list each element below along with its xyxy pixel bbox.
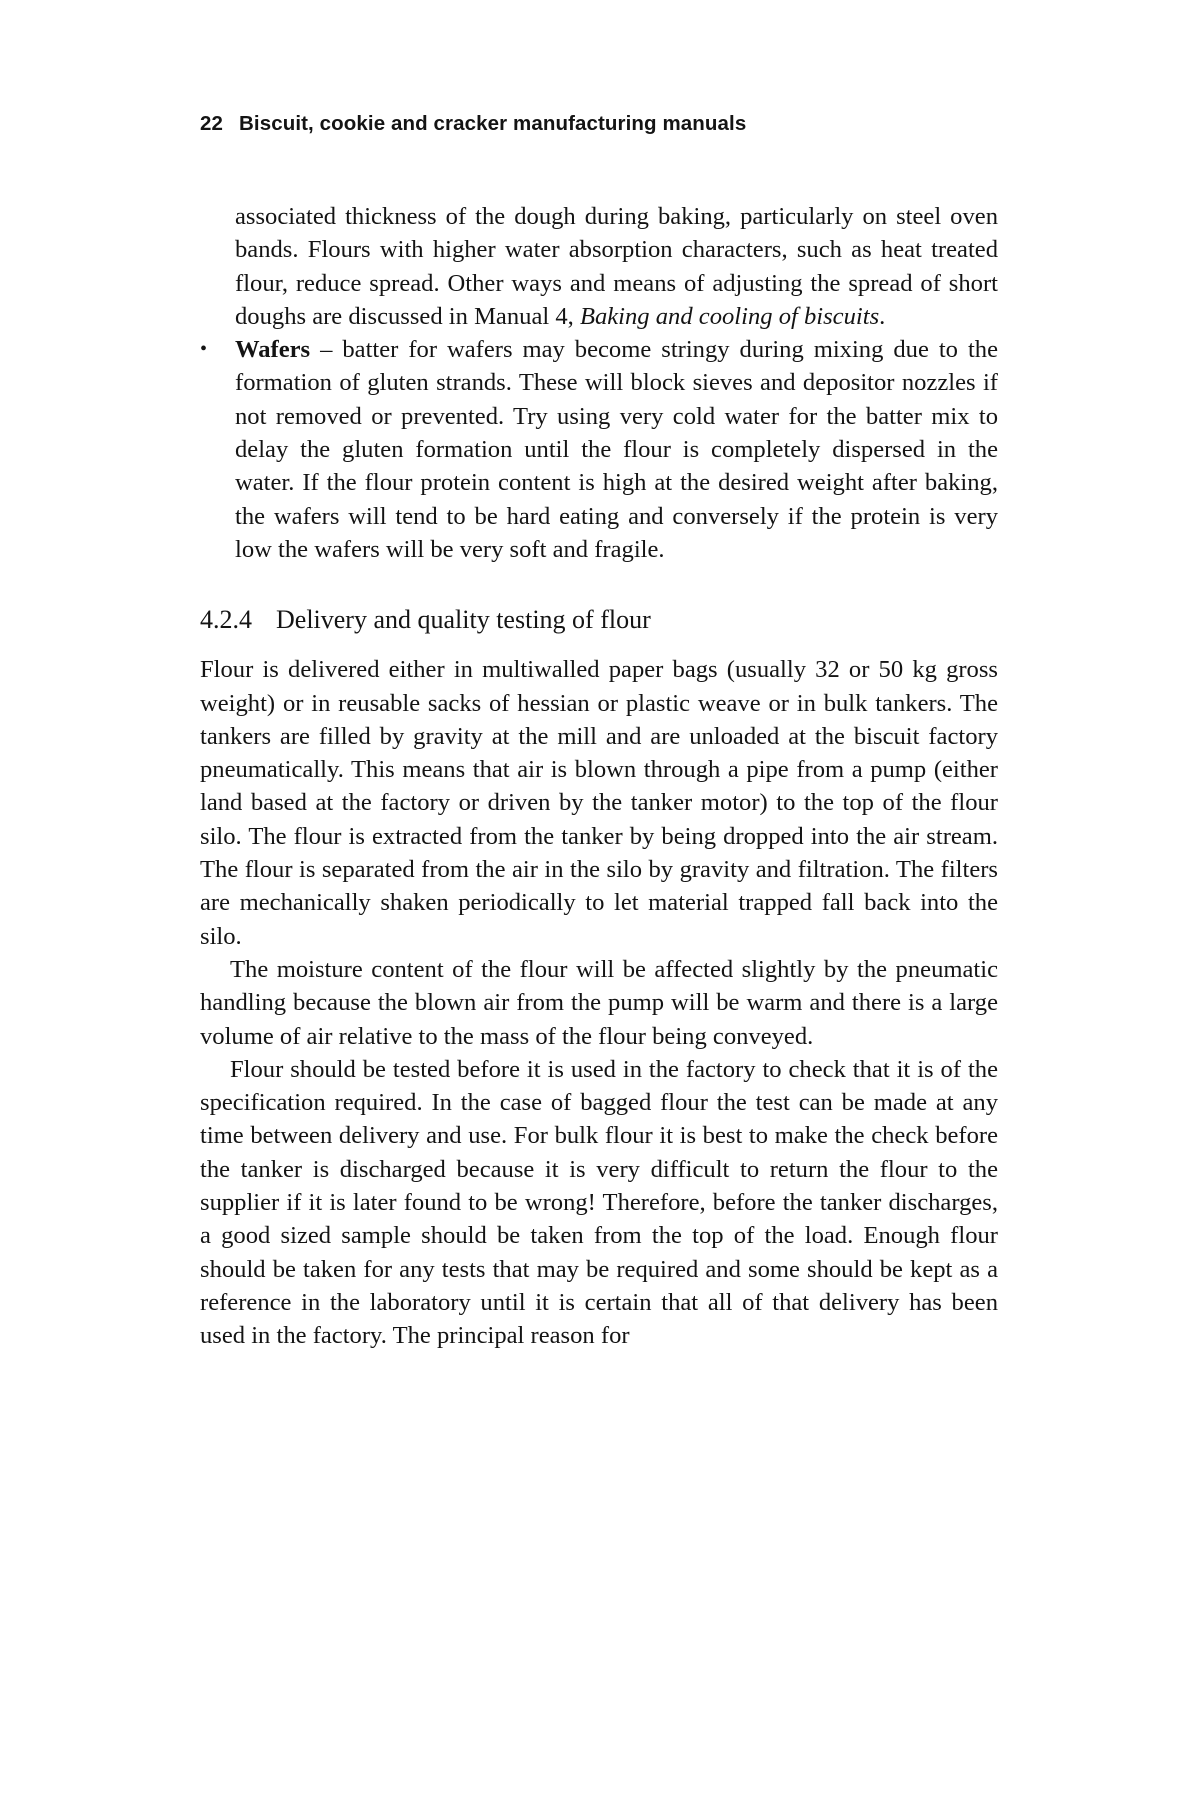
continued-paragraph-text: associated thickness of the dough during baking, particularly on steel oven bands. Flours with higher water absorption characters, such as heat treated flour, reduce spread. Other ways and means of adjusting the spread of short doughs are discussed in Manual 4, xyxy=(235,203,998,330)
bullet-icon: • xyxy=(200,338,208,361)
bullet-item-wafers xyxy=(200,333,998,566)
bullet-term: Wafers xyxy=(235,336,311,364)
section-heading xyxy=(200,603,998,637)
section-number: 4.2.4 xyxy=(200,605,252,635)
manual-reference: Baking and cooling of biscuits xyxy=(579,302,880,330)
bullet-text: – batter for wafers may become stringy during mixing due to the formation of gluten strands. These will block sieves and depositor nozzles if not removed or prevented. Try using very cold water for the batter mix to delay the gluten formation until the flour is completely dispersed in the water. If the flour protein content is high at the desired weight after baking, the wafers will tend to be hard eating and conversely if the protein is very low the wafers will be very soft and fragile. xyxy=(235,336,998,563)
running-head-title: Biscuit, cookie and cracker manufacturing manuals xyxy=(239,112,747,135)
page-number: 22 xyxy=(200,112,224,135)
continued-paragraph-end: . xyxy=(879,302,886,330)
running-head xyxy=(200,112,746,136)
paragraph-moisture: The moisture content of the flour will be affected slightly by the pneumatic handling because the blown air from the pump will be warm and there is a large volume of air relative to the mass of the flour being conveyed. xyxy=(200,955,998,1050)
paragraph-delivery: Flour is delivered either in multiwalled paper bags (usually 32 or 50 kg gross weight) or in reusable sacks of hessian or plastic weave or in bulk tankers. The tankers are filled by gravity at the mill and are unloaded at the biscuit factory pneumatically. This means that air is blown through a pipe from a pump (either land based at the factory or driven by the tanker motor) to the top of the flour silo. The flour is extracted from the tanker by being dropped into the air stream. The flour is separated from the air in the silo by gravity and filtration. The filters are mechanically shaken periodically to let material trapped fall back into the silo. xyxy=(200,656,998,950)
continued-paragraph xyxy=(200,200,998,333)
section-title: Delivery and quality testing of flour xyxy=(276,605,651,635)
page-body xyxy=(200,200,998,1353)
paragraph-testing: Flour should be tested before it is used in the factory to check that it is of the specification required. In the case of bagged flour the test can be made at any time between delivery and use. For bulk flour it is best to make the check before the tanker is discharged because it is very difficult to return the flour to the supplier if it is later found to be wrong! Therefore, before the tanker discharges, a good sized sample should be taken from the top of the load. Enough flour should be taken for any tests that may be required and some should be kept as a reference in the laboratory until it is certain that all of that delivery has been used in the factory. The principal reason for xyxy=(200,1055,998,1350)
